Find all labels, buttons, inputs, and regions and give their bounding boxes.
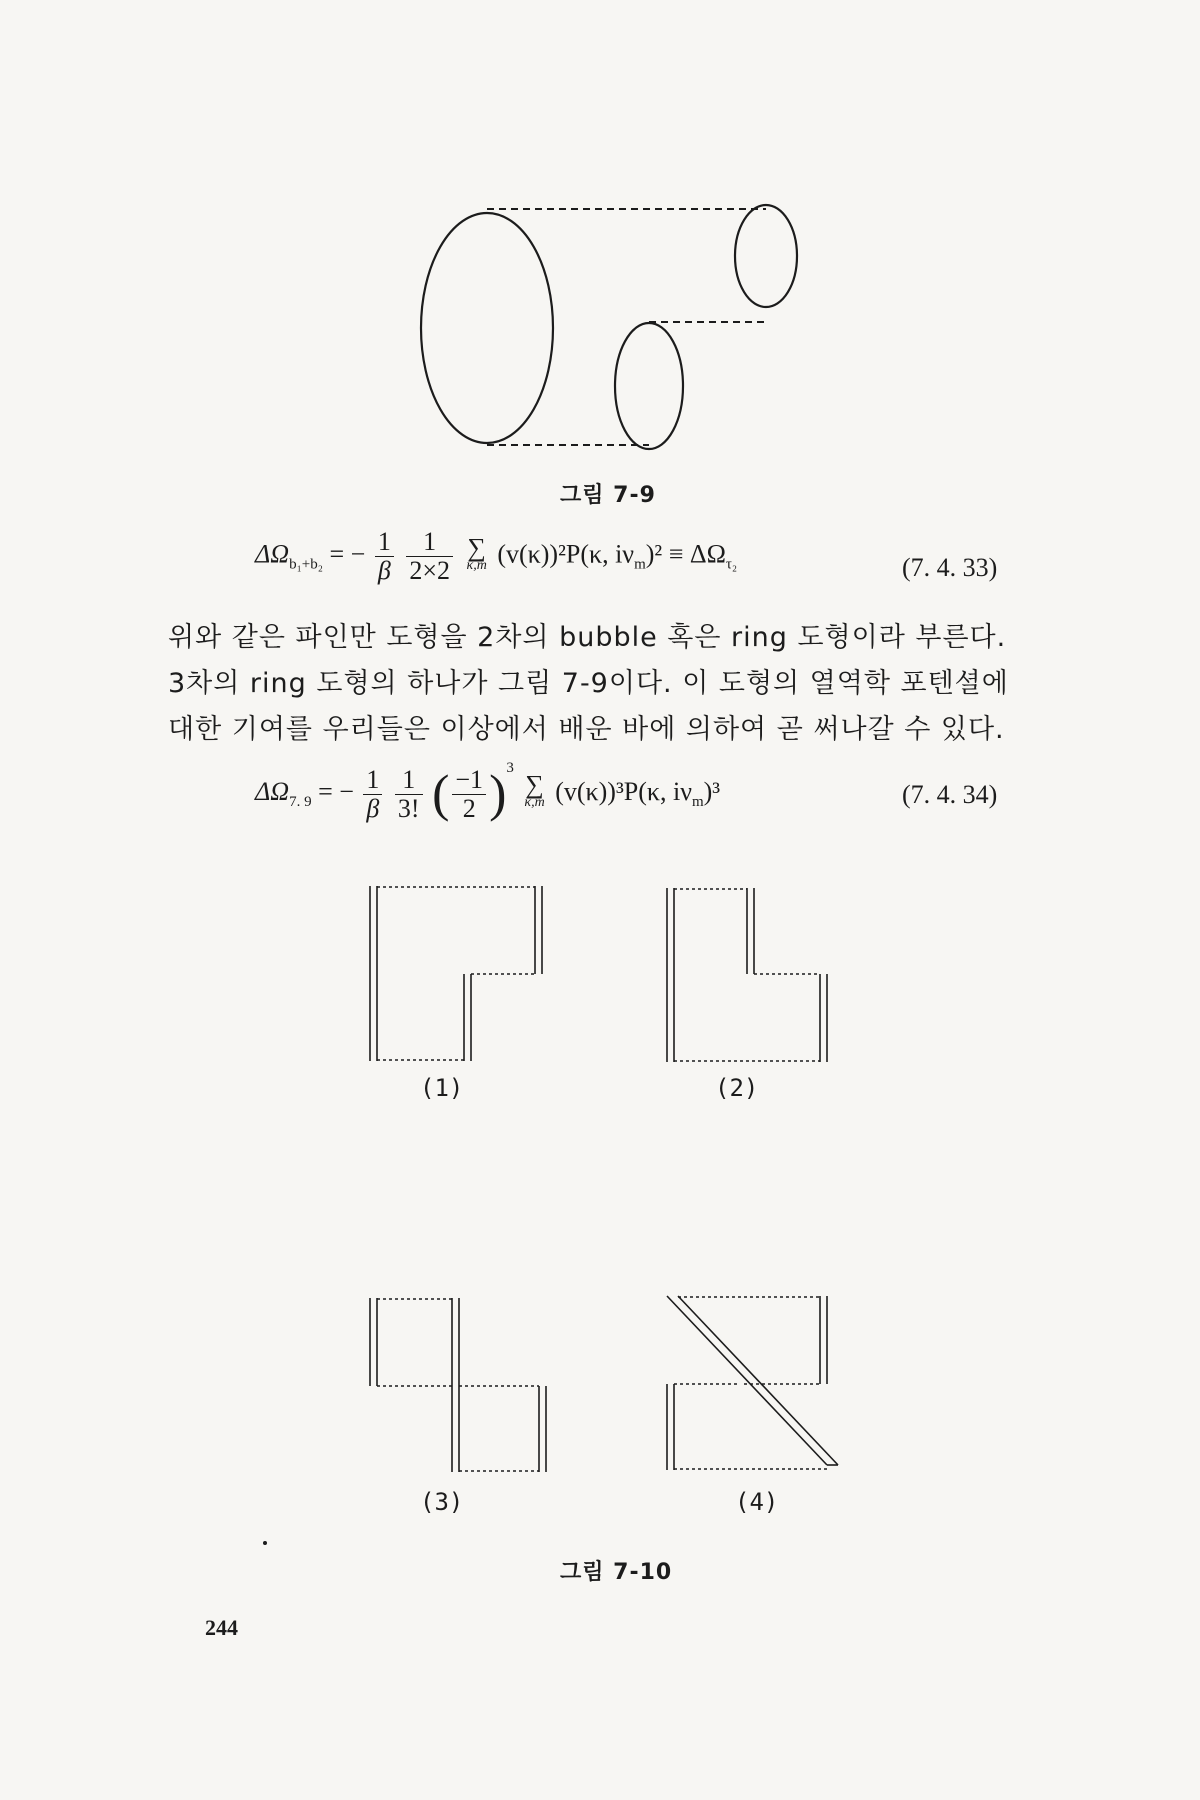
eq33-body-tail: )² ≡ ΔΩ xyxy=(645,539,726,569)
eq33-rhs-subscript: τ₂ xyxy=(725,556,738,573)
eq34-lhs-subscript: 7. 9 xyxy=(289,794,312,811)
diagram-3-label: (3) xyxy=(420,1488,464,1516)
eq34-equals: = − xyxy=(318,777,354,806)
eq34-body: (v(κ))³P(κ, iν xyxy=(555,777,692,806)
eq33-equals: = − xyxy=(329,539,366,569)
eq33-fraction-1: $\frac{1}{\beta}$ xyxy=(375,528,394,585)
upper-small-loop xyxy=(735,205,797,307)
paragraph-line-3: 대한 기여를 우리들은 이상에서 배운 바에 의하여 곧 써나갈 수 있다. xyxy=(168,714,1005,745)
paragraph-line-1: 위와 같은 파인만 도형을 2차의 bubble 혹은 ring 도형이라 부른다. xyxy=(168,622,1007,653)
eq34-fraction-3: $\frac{-1}{2}$ xyxy=(452,766,486,823)
eq34-power: 3 xyxy=(506,760,514,776)
diagram-1-label: (1) xyxy=(420,1074,464,1102)
diagram-4 xyxy=(667,1296,838,1470)
eq34-fraction-2: $\frac{1}{3!}$ xyxy=(395,766,423,823)
diagram-1 xyxy=(370,886,542,1061)
equation-7-4-34: $\Delta\Omega_{7. 9}$ = − $\frac{1}{\beta}$ $\frac{1}{3!}$ ( $\frac{-1}{2}$ )$^3$ ∑ κ,m (v(κ))³P(κ, $i\nu_m)^3$ xyxy=(255,760,721,823)
paragraph-line-2: 3차의 ring 도형의 하나가 그림 7-9이다. 이 도형의 열역학 포텐셜에 xyxy=(168,668,1009,699)
diagram-2 xyxy=(667,888,827,1062)
eq34-body-tail: )³ xyxy=(703,777,721,806)
equation-7-4-33-number: (7. 4. 33) xyxy=(902,553,998,582)
body-paragraph xyxy=(168,615,1009,753)
figure-7-10-caption: 그림 7-10 xyxy=(560,1560,673,1585)
lower-small-loop xyxy=(615,323,683,449)
page-number: 244 xyxy=(205,1615,238,1640)
large-loop xyxy=(421,213,553,443)
diagram-4-label: (4) xyxy=(735,1488,779,1516)
equation-7-4-34-number: (7. 4. 34) xyxy=(902,780,998,809)
diagram-3 xyxy=(370,1298,546,1472)
eq33-fraction-2: $\frac{1}{2\times 2}$ xyxy=(406,528,453,585)
eq33-body: (v(κ))²P(κ, iν xyxy=(497,539,635,569)
eq34-sum: ∑ κ,m xyxy=(524,770,545,811)
eq33-sum: ∑ κ,m xyxy=(466,532,487,573)
eq33-lhs-subscript: b₁+b₂ xyxy=(289,556,323,573)
eq33-lhs-symbol: ΔΩ xyxy=(255,539,290,569)
figure-7-9-caption: 그림 7-9 xyxy=(560,483,656,508)
speck xyxy=(263,1541,267,1545)
equation-7-4-33: $\Delta\Omega_{b_1+b_2}$ = − $\frac{1}{\beta}$ $\frac{1}{2\times 2}$ ∑ κ,m (v(κ))²P(κ, $i\nu_m)^2 \equiv \Delta\Omega_{\tau_2}$ xyxy=(255,527,738,585)
eq34-lhs-symbol: ΔΩ xyxy=(255,777,290,806)
diagram-2-label: (2) xyxy=(715,1074,759,1102)
eq34-fraction-1: $\frac{1}{\beta}$ xyxy=(363,766,382,823)
